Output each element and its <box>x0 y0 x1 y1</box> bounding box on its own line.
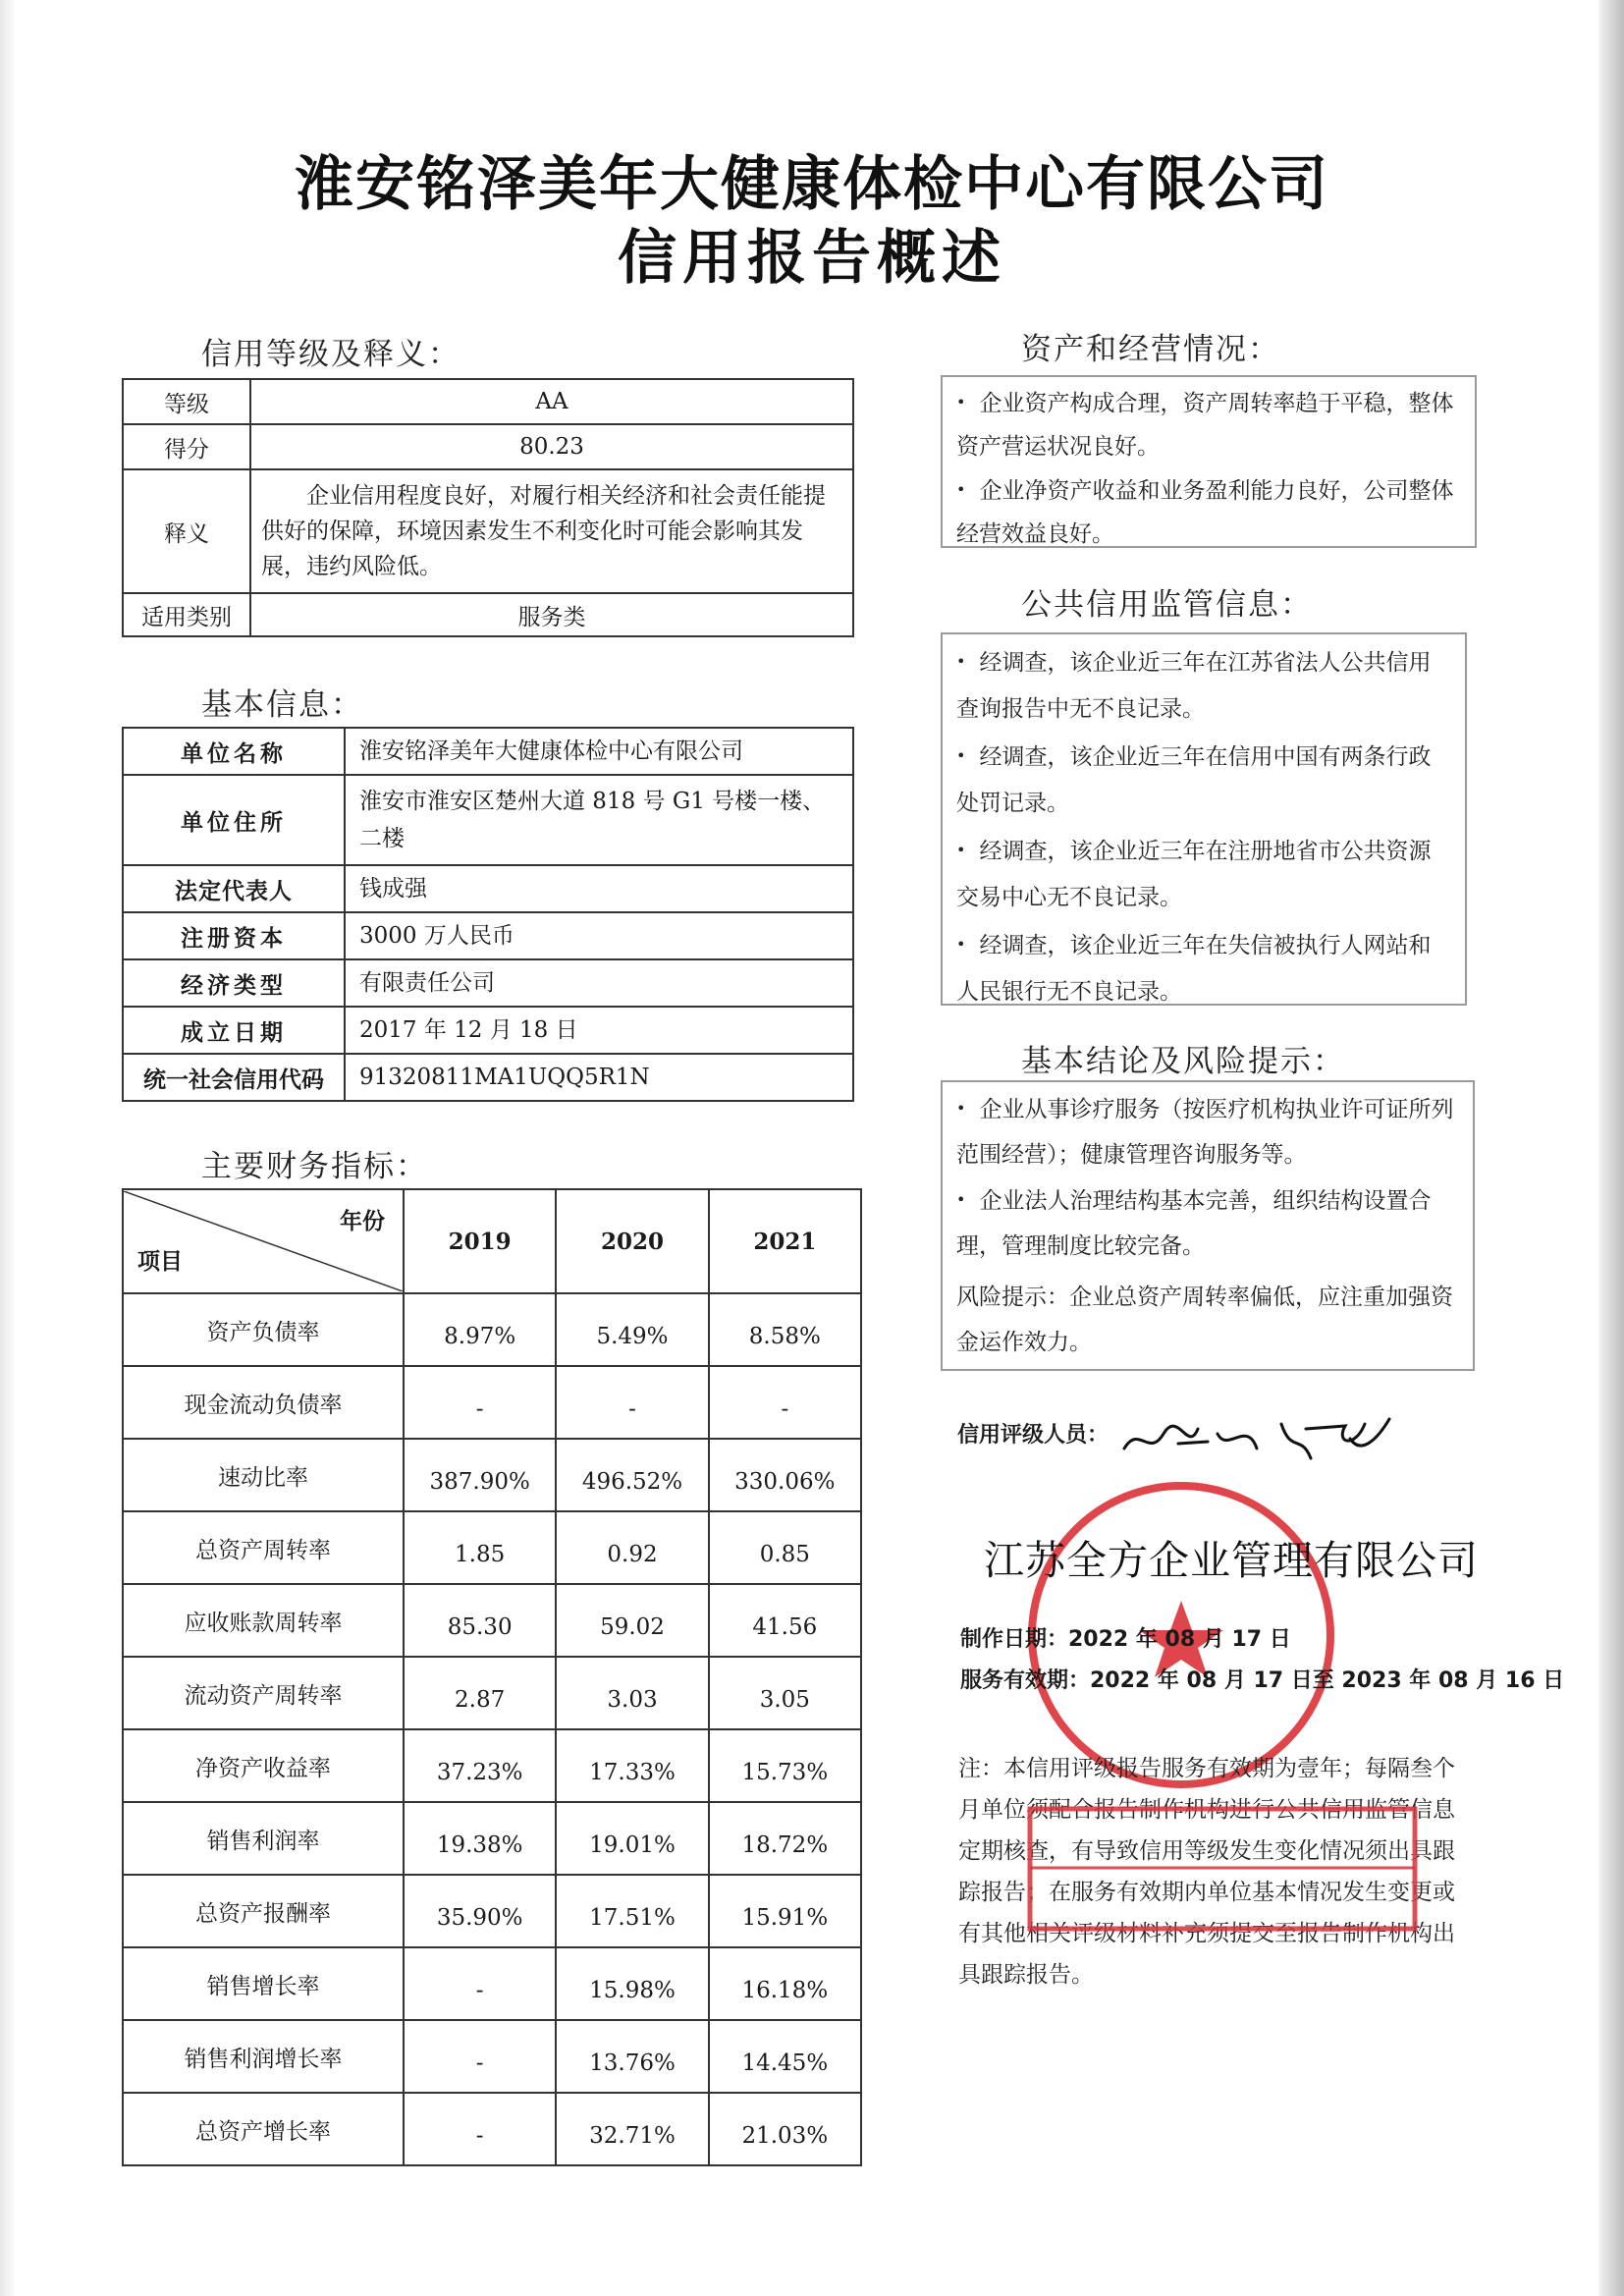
finance-value-2019: 37.23% <box>404 1729 556 1802</box>
table-row <box>123 728 853 775</box>
public-credit-box <box>941 632 1467 1006</box>
conclusion-heading: 基本结论及风险提示： <box>1021 1044 1345 1079</box>
finance-value-2019: - <box>404 1366 556 1439</box>
year-label: 年份 <box>340 1209 385 1234</box>
credit-grade-table <box>122 378 854 637</box>
risk-note: 风险提示：企业总资产周转率偏低，应注重加强资金运作效力。 <box>956 1285 1453 1355</box>
score-key: 得分 <box>123 424 250 469</box>
table-row <box>123 424 853 469</box>
table-row <box>123 1511 861 1584</box>
table-row <box>123 1439 861 1511</box>
table-row <box>123 1729 861 1802</box>
finance-value-2019: 387.90% <box>404 1439 556 1511</box>
finance-item-name: 流动资产周转率 <box>123 1657 404 1729</box>
basic-info-heading: 基本信息： <box>201 687 363 723</box>
table-row <box>123 2020 861 2093</box>
explain-key: 释义 <box>123 469 250 593</box>
table-row <box>123 1366 861 1439</box>
list-item: • 经调查，该企业近三年在江苏省法人公共信用查询报告中无不良记录。 <box>956 638 1451 733</box>
document-title: 淮安铭泽美年大健康体检中心有限公司 <box>295 150 1329 219</box>
finance-value-2021: 21.03% <box>709 2093 861 2165</box>
finance-value-2019: 1.85 <box>404 1511 556 1584</box>
finance-item-name: 销售利润率 <box>123 1802 404 1875</box>
finance-value-2020: 17.33% <box>556 1729 708 1802</box>
item-label: 项目 <box>137 1249 183 1275</box>
grade-value: AA <box>250 379 853 424</box>
year-2021-header: 2021 <box>709 1189 861 1293</box>
unit-name-value: 淮安铭泽美年大健康体检中心有限公司 <box>345 728 853 775</box>
finance-heading: 主要财务指标： <box>201 1149 428 1184</box>
finance-value-2021: 16.18% <box>709 1947 861 2020</box>
table-row <box>123 379 853 424</box>
finance-item-name: 现金流动负债率 <box>123 1366 404 1439</box>
finance-value-2020: 13.76% <box>556 2020 708 2093</box>
unit-name-key: 单位名称 <box>123 728 345 775</box>
list-item: • 企业净资产收益和业务盈利能力良好，公司整体经营效益良好。 <box>956 468 1461 556</box>
finance-value-2020: 15.98% <box>556 1947 708 2020</box>
finance-item-name: 速动比率 <box>123 1439 404 1511</box>
table-row <box>123 959 853 1007</box>
year-2019-header: 2019 <box>404 1189 556 1293</box>
legal-rep-key: 法定代表人 <box>123 865 345 912</box>
credit-code-value: 91320811MA1UQQ5R1N <box>345 1054 853 1101</box>
finance-value-2020: 19.01% <box>556 1802 708 1875</box>
table-row <box>123 469 853 593</box>
table-row <box>123 1054 853 1101</box>
finance-value-2019: 85.30 <box>404 1584 556 1657</box>
finance-value-2019: - <box>404 2020 556 2093</box>
diagonal-header-cell <box>123 1189 404 1293</box>
legal-rep-value: 钱成强 <box>345 865 853 912</box>
list-item: • 企业法人治理结构基本完善，组织结构设置合理，管理制度比较完备。 <box>956 1177 1459 1269</box>
capital-value: 3000 万人民币 <box>345 912 853 959</box>
basic-info-table <box>122 727 854 1102</box>
conclusion-box <box>941 1080 1475 1371</box>
assets-box <box>941 375 1477 548</box>
finance-item-name: 应收账款周转率 <box>123 1584 404 1657</box>
list-item: • 企业资产构成合理，资产周转率趋于平稳，整体资产营运状况良好。 <box>956 381 1461 468</box>
address-key: 单位住所 <box>123 775 345 865</box>
signature-image <box>1110 1404 1404 1473</box>
raters-label: 信用评级人员： <box>957 1423 1110 1448</box>
finance-item-name: 总资产增长率 <box>123 2093 404 2165</box>
filing-stamp-image <box>1026 1805 1419 1933</box>
econ-type-value: 有限责任公司 <box>345 959 853 1007</box>
finance-value-2019: 8.97% <box>404 1293 556 1366</box>
founded-key: 成立日期 <box>123 1007 345 1054</box>
finance-value-2021: 0.85 <box>709 1511 861 1584</box>
credit-code-key: 统一社会信用代码 <box>123 1054 345 1101</box>
list-item: • 企业从事诊疗服务（按医疗机构执业许可证所列范围经营）；健康管理咨询服务等。 <box>956 1086 1459 1177</box>
finance-value-2020: 496.52% <box>556 1439 708 1511</box>
table-row <box>123 1584 861 1657</box>
table-row <box>123 2093 861 2165</box>
table-row <box>123 1947 861 2020</box>
capital-key: 注册资本 <box>123 912 345 959</box>
finance-item-name: 净资产收益率 <box>123 1729 404 1802</box>
table-row <box>123 1007 853 1054</box>
table-row <box>123 1293 861 1366</box>
document-subtitle: 信用报告概述 <box>618 224 1006 293</box>
finance-value-2020: 5.49% <box>556 1293 708 1366</box>
finance-value-2021: 18.72% <box>709 1802 861 1875</box>
score-value: 80.23 <box>250 424 853 469</box>
finance-table <box>122 1188 862 2166</box>
list-item: • 经调查，该企业近三年在注册地省市公共资源交易中心无不良记录。 <box>956 827 1451 921</box>
finance-item-name: 总资产报酬率 <box>123 1875 404 1947</box>
finance-item-name: 销售增长率 <box>123 1947 404 2020</box>
finance-value-2021: - <box>709 1366 861 1439</box>
issuer-name: 江苏全方企业管理有限公司 <box>984 1537 1479 1584</box>
finance-value-2020: 0.92 <box>556 1511 708 1584</box>
finance-value-2021: 330.06% <box>709 1439 861 1511</box>
finance-value-2021: 14.45% <box>709 2020 861 2093</box>
table-row <box>123 775 853 865</box>
year-2020-header: 2020 <box>556 1189 708 1293</box>
finance-value-2020: 32.71% <box>556 2093 708 2165</box>
founded-value: 2017 年 12 月 18 日 <box>345 1007 853 1054</box>
valid-period: 服务有效期：2022 年 08 月 17 日至 2023 年 08 月 16 日 <box>960 1668 1565 1693</box>
finance-value-2021: 15.73% <box>709 1729 861 1802</box>
paper-edge-left <box>0 0 14 2296</box>
finance-value-2020: 3.03 <box>556 1657 708 1729</box>
econ-type-key: 经济类型 <box>123 959 345 1007</box>
finance-value-2020: - <box>556 1366 708 1439</box>
issue-date: 制作日期：2022 年 08 月 17 日 <box>960 1627 1291 1652</box>
finance-value-2019: 19.38% <box>404 1802 556 1875</box>
finance-value-2019: 35.90% <box>404 1875 556 1947</box>
grade-key: 等级 <box>123 379 250 424</box>
table-row <box>123 912 853 959</box>
table-row <box>123 865 853 912</box>
finance-item-name: 总资产周转率 <box>123 1511 404 1584</box>
finance-item-name: 销售利润增长率 <box>123 2020 404 2093</box>
table-row <box>123 1875 861 1947</box>
list-item: • 经调查，该企业近三年在失信被执行人网站和人民银行无不良记录。 <box>956 921 1451 1015</box>
list-item: • 经调查，该企业近三年在信用中国有两条行政处罚记录。 <box>956 733 1451 827</box>
finance-value-2021: 15.91% <box>709 1875 861 1947</box>
finance-value-2020: 17.51% <box>556 1875 708 1947</box>
table-row <box>123 593 853 636</box>
finance-value-2021: 3.05 <box>709 1657 861 1729</box>
finance-item-name: 资产负债率 <box>123 1293 404 1366</box>
finance-value-2019: 2.87 <box>404 1657 556 1729</box>
public-credit-heading: 公共信用监管信息： <box>1021 587 1313 623</box>
credit-grade-heading: 信用等级及释义： <box>201 337 460 372</box>
table-header-row <box>123 1189 861 1293</box>
finance-value-2019: - <box>404 2093 556 2165</box>
finance-value-2021: 41.56 <box>709 1584 861 1657</box>
table-row <box>123 1657 861 1729</box>
category-key: 适用类别 <box>123 593 250 636</box>
validity-note: 注：本信用评级报告服务有效期为壹年；每隔叁个月单位须配合报告制作机构进行公共信用监管信息定期核查，有导致信用等级发生变化情况须出具跟踪报告；在服务有效期内单位基本情况发生变更或有其他相关评级材料补充须提交至报告制作机构出具跟踪报告。 <box>958 1756 1455 1988</box>
assets-heading: 资产和经营情况： <box>1021 332 1280 367</box>
table-row <box>123 1802 861 1875</box>
category-value: 服务类 <box>250 593 853 636</box>
finance-value-2020: 59.02 <box>556 1584 708 1657</box>
finance-value-2019: - <box>404 1947 556 2020</box>
finance-value-2021: 8.58% <box>709 1293 861 1366</box>
explain-value: 企业信用程度良好，对履行相关经济和社会责任能提供好的保障，环境因素发生不利变化时可能会影响其发展，违约风险低。 <box>250 469 853 593</box>
address-value: 淮安市淮安区楚州大道 818 号 G1 号楼一楼、二楼 <box>345 775 853 865</box>
paper-edge-right <box>1598 0 1624 2296</box>
